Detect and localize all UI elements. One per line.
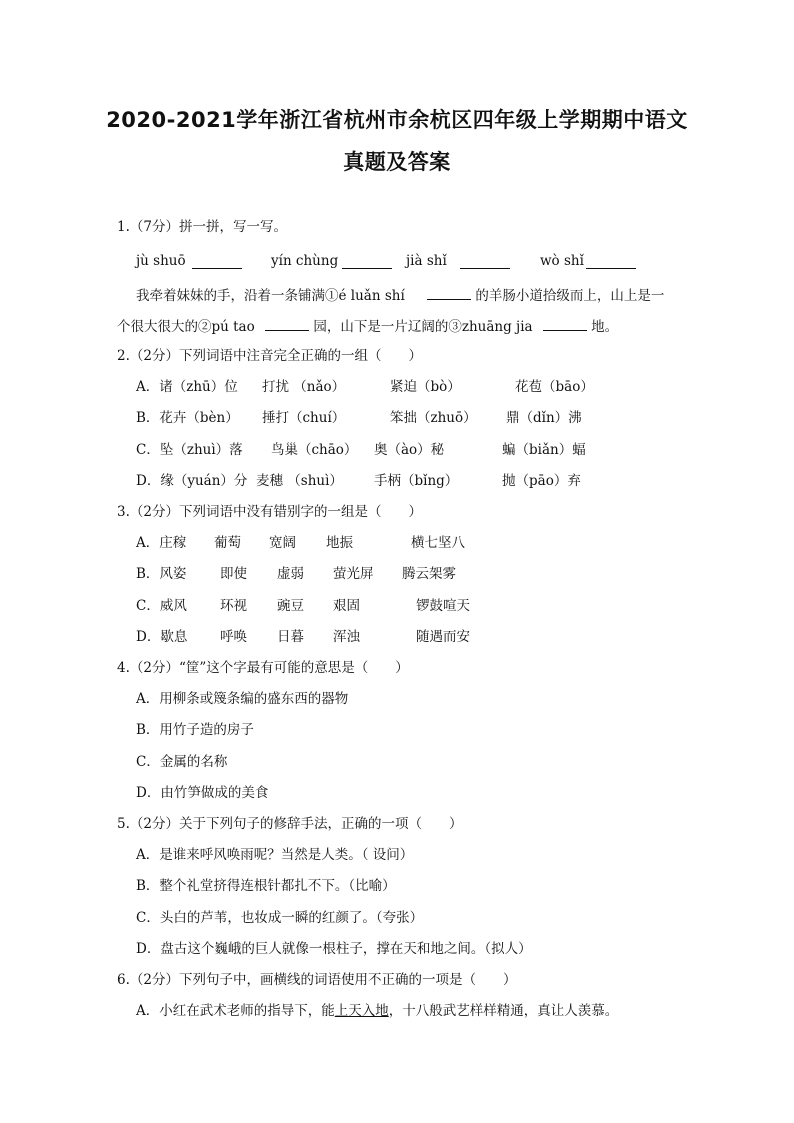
q3-option-a-word-1: A．庄稼 xyxy=(136,535,187,551)
q2-option-a-word-2: 打扰 （nǎo） xyxy=(262,379,346,395)
question-4-stem: 4.（2分）“筐”这个字最有可能的意思是（ ） xyxy=(117,660,409,676)
answer-blank-3[interactable] xyxy=(460,254,510,269)
q2-option-a-word-3: 紧迫（bò） xyxy=(390,379,461,395)
q2-option-b-word-4: 鼎（dǐn）沸 xyxy=(506,410,582,426)
sentence-a-start: 我牵着妹妹的手，沿着一条铺满①é luǎn shí xyxy=(136,288,405,304)
q2-option-c-word-4: 蝙（biǎn）蝠 xyxy=(502,442,586,458)
q2-option-b-word-2: 捶打（chuí） xyxy=(262,410,346,426)
q2-option-b-word-3: 笨拙（zhuō） xyxy=(390,410,477,426)
question-1-sentence-a xyxy=(136,285,664,305)
q3-option-b-word-4: 萤光屏 xyxy=(333,566,374,582)
q2-option-d-word-3: 手柄（bǐng） xyxy=(374,473,459,489)
question-5-option-d: D．盘古这个巍峨的巨人就像一根柱子，撑在天和地之间。（拟人） xyxy=(136,941,532,957)
q3-option-b-word-3: 虚弱 xyxy=(277,566,304,582)
q3-option-c-word-3: 豌豆 xyxy=(277,598,304,614)
answer-blank-5[interactable] xyxy=(427,285,471,300)
q3-option-d-word-2: 呼唤 xyxy=(220,629,247,645)
question-5-option-c: C．头白的芦苇，也妆成一瞬的红颜了。（夸张） xyxy=(136,910,424,926)
question-3-stem: 3.（2分）下列词语中没有错别字的一组是（ ） xyxy=(117,504,422,520)
answer-blank-4[interactable] xyxy=(586,254,636,269)
answer-blank-6[interactable] xyxy=(265,316,309,331)
q2-option-c-word-3: 奥（ào）秘 xyxy=(374,442,445,458)
question-5-option-b: B．整个礼堂挤得连根针都扎不下。（比喻） xyxy=(136,878,396,894)
q3-option-b-word-5: 腾云架雾 xyxy=(402,566,456,582)
q3-option-b-word-2: 即使 xyxy=(220,566,247,582)
sentence-a-end: 的羊肠小道拾级而上，山上是一 xyxy=(475,288,665,304)
q6-underlined-phrase: 上天入地 xyxy=(334,1003,389,1019)
question-6-option-a xyxy=(136,1002,618,1020)
q3-option-a-word-4: 地振 xyxy=(326,535,353,551)
question-1-sentence-b xyxy=(117,316,618,336)
sentence-b-part3: 地。 xyxy=(591,319,619,335)
q3-option-c-word-5: 锣鼓喧天 xyxy=(416,598,470,614)
q3-option-c-word-2: 环视 xyxy=(220,598,247,614)
q6-option-a-end: ，十八般武艺样样精通，真让人羡慕。 xyxy=(388,1003,619,1019)
question-1-stem: 1.（7分）拼一拼，写一写。 xyxy=(117,219,287,235)
q3-option-d-word-3: 日暮 xyxy=(277,629,304,645)
q3-option-d-word-1: D．歇息 xyxy=(136,629,188,645)
document-title-line1: 2020-2021学年浙江省杭州市余杭区四年级上学期期中语文 xyxy=(106,108,688,132)
q3-option-d-word-4: 浑浊 xyxy=(333,629,360,645)
q2-option-d-word-2: 麦穗 （shuì） xyxy=(256,473,343,489)
q3-option-a-word-2: 葡萄 xyxy=(214,535,241,551)
q3-option-b-word-1: B．风姿 xyxy=(136,566,187,582)
q3-option-c-word-4: 艰固 xyxy=(333,598,360,614)
sentence-b-part1: 个很大很大的②pú tao xyxy=(117,319,255,335)
question-4-option-c: C．金属的名称 xyxy=(136,754,228,770)
question-6-stem: 6.（2分）下列句子中，画横线的词语使用不正确的一项是（ ） xyxy=(117,972,517,988)
q2-option-a-word-1: A．诸（zhū）位 xyxy=(136,379,238,395)
q2-option-c-word-2: 鸟巢（chāo） xyxy=(271,442,358,458)
question-4-option-d: D．由竹笋做成的美食 xyxy=(136,785,269,801)
q6-option-a-start: A．小红在武术老师的指导下，能 xyxy=(136,1003,335,1019)
document-title-line2: 真题及答案 xyxy=(343,150,451,174)
answer-blank-2[interactable] xyxy=(342,254,392,269)
question-2-stem: 2.（2分）下列词语中注音完全正确的一组（ ） xyxy=(117,348,422,364)
question-5-stem: 5.（2分）关于下列句子的修辞手法，正确的一项（ ） xyxy=(117,816,463,832)
q2-option-d-word-4: 抛（pāo）弃 xyxy=(502,473,581,489)
q3-option-a-word-3: 宽阔 xyxy=(269,535,296,551)
answer-blank-7[interactable] xyxy=(543,316,587,331)
question-5-option-a: A．是谁来呼风唤雨呢？当然是人类。（ 设问） xyxy=(136,847,414,863)
q3-option-c-word-1: C．威风 xyxy=(136,598,187,614)
q3-option-a-word-5: 横七坚八 xyxy=(411,535,465,551)
q2-option-a-word-4: 花苞（bāo） xyxy=(515,379,594,395)
sentence-b-part2: 园，山下是一片辽阔的③zhuāng jia xyxy=(313,319,533,335)
q3-option-d-word-5: 随遇而安 xyxy=(416,629,470,645)
pinyin-2: yín chùng xyxy=(271,253,339,269)
pinyin-3: jià shǐ xyxy=(406,253,447,269)
q2-option-c-word-1: C．坠（zhuì）落 xyxy=(136,442,243,458)
pinyin-4: wò shǐ xyxy=(540,253,584,269)
pinyin-1: jù shuō xyxy=(136,253,186,269)
q2-option-d-word-1: D．缘（yuán）分 xyxy=(136,473,248,489)
question-4-option-a: A．用柳条或篾条编的盛东西的器物 xyxy=(136,691,349,707)
q2-option-b-word-1: B．花卉（bèn） xyxy=(136,410,239,426)
question-4-option-b: B．用竹子造的房子 xyxy=(136,722,254,738)
answer-blank-1[interactable] xyxy=(192,254,242,269)
